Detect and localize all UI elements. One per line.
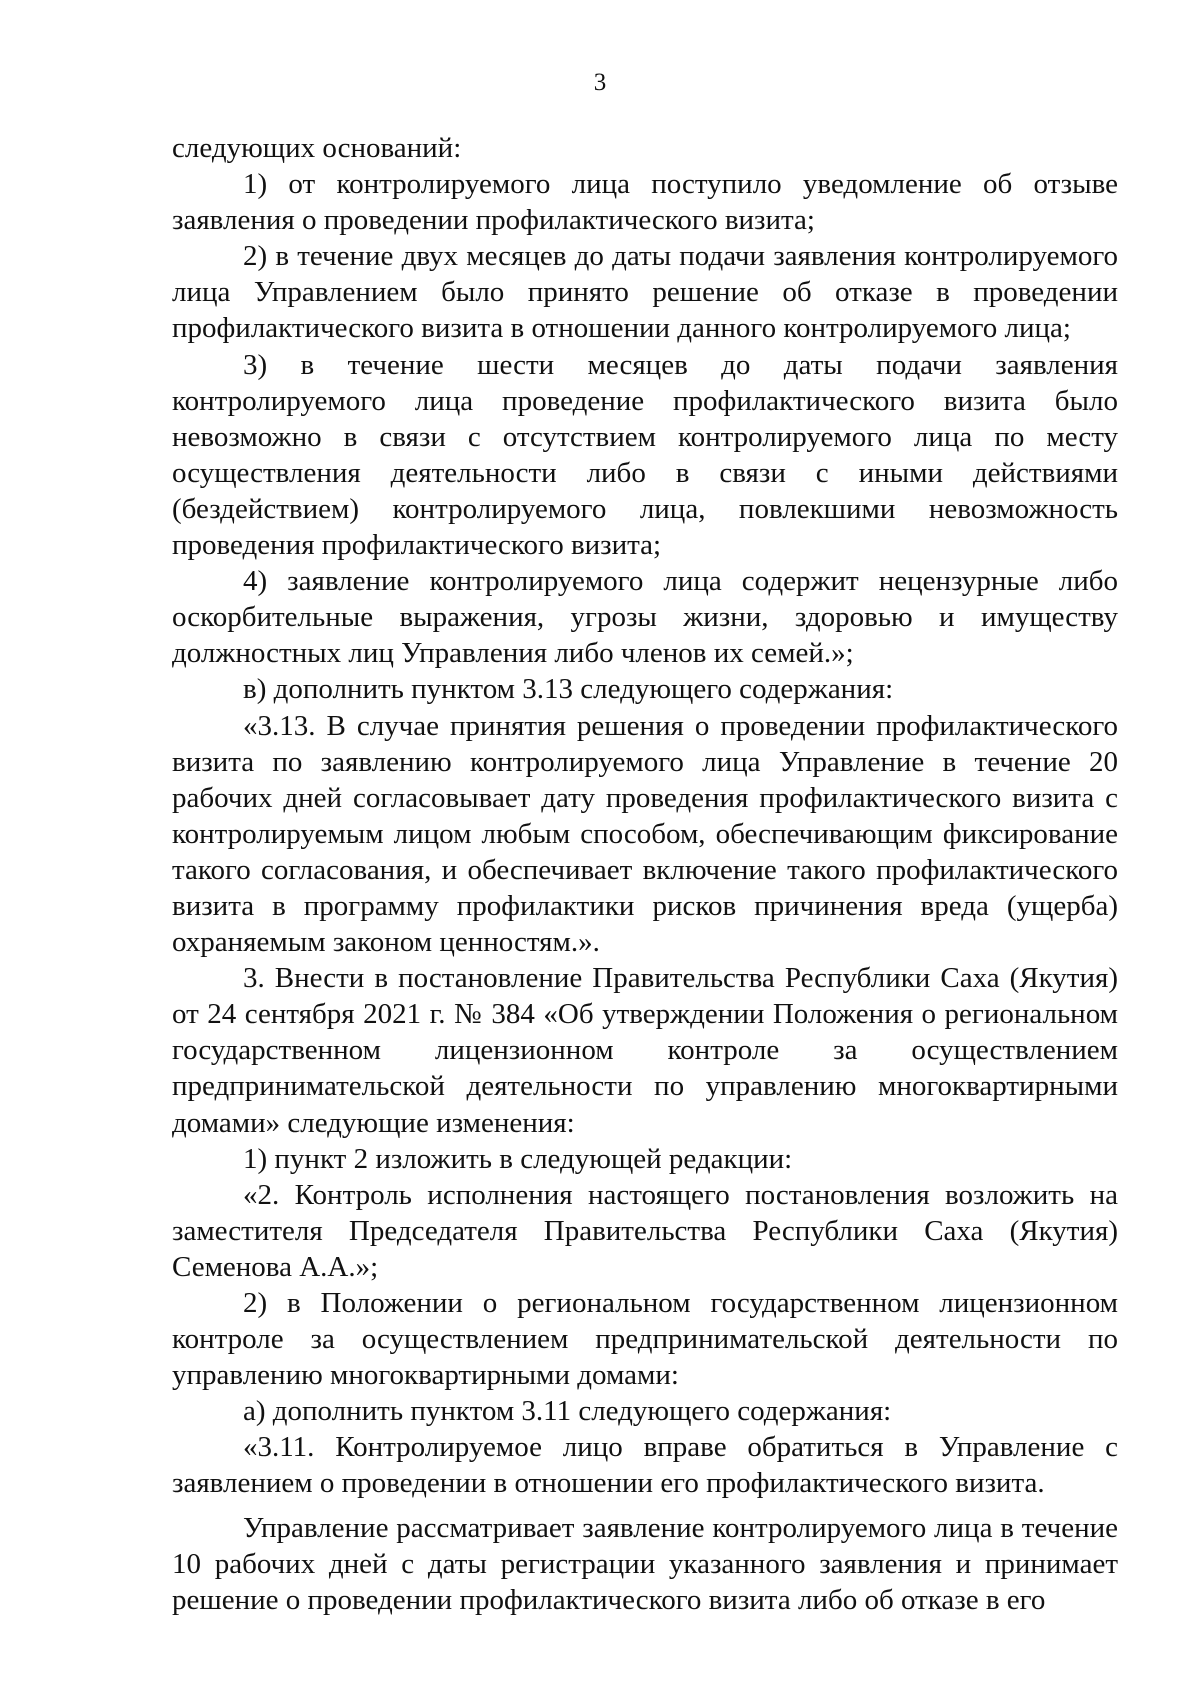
paragraph: 3) в течение шести месяцев до даты подачи заявления контролируемого лица проведение профилактического визита было невозможно в связи с отсутствием контролируемого лица по месту осуществления деятельности либо в связи с иными действиями (бездействием) контролируемого лица, повлекшими невозможность проведения профилактического визита; <box>172 348 1118 562</box>
paragraph: «3.11. Контролируемое лицо вправе обратиться в Управление с заявлением о проведении в отношении его профилактического визита. <box>172 1431 1118 1500</box>
paragraph: 4) заявление контролируемого лица содержит нецензурные либо оскорбительные выражения, угрозы жизни, здоровью и имуществу должностных лиц Управления либо членов их семей.»; <box>172 565 1118 670</box>
paragraph: а) дополнить пунктом 3.11 следующего содержания: <box>243 1395 892 1428</box>
paragraph: 1) от контролируемого лица поступило уведомление об отзыве заявления о проведении профилактического визита; <box>172 168 1118 237</box>
paragraph: «3.13. В случае принятия решения о проведении профилактического визита по заявлению контролируемого лица Управление в течение 20 рабочих дней согласовывает дату проведения профилактического визита с контролируемым лицом любым способом, обеспечивающим фиксирование такого согласования, и обеспечивает включение такого профилактического визита в программу профилактики рисков причинения вреда (ущерба) охраняемым законом ценностям.». <box>172 709 1118 959</box>
paragraph: «2. Контроль исполнения настоящего постановления возложить на заместителя Председателя Правительства Республики Саха (Якутия) Семенова А.А.»; <box>172 1178 1118 1283</box>
document-body <box>172 130 1118 1618</box>
paragraph: следующих оснований: <box>172 132 462 164</box>
page-number: 3 <box>593 69 607 96</box>
paragraph: 1) пункт 2 изложить в следующей редакции: <box>243 1142 793 1175</box>
paragraph: 2) в Положении о региональном государственном лицензионном контроле за осуществлением предпринимательской деятельности по управлению многоквартирными домами: <box>172 1287 1118 1392</box>
paragraph: 3. Внести в постановление Правительства Республики Саха (Якутия) от 24 сентября 2021 г. № 384 «Об утверждении Положения о региональном государственном лицензионном контроле за осуществлением предпринимательской деятельности по управлению многоквартирными домами» следующие изменения: <box>172 962 1118 1139</box>
paragraph: 2) в течение двух месяцев до даты подачи заявления контролируемого лица Управлением было принято решение об отказе в проведении профилактического визита в отношении данного контролируемого лица; <box>172 240 1118 345</box>
paragraph: Управление рассматривает заявление контролируемого лица в течение 10 рабочих дней с даты регистрации указанного заявления и принимает решение о проведении профилактического визита либо об отказе в его <box>172 1511 1118 1616</box>
paragraph: в) дополнить пунктом 3.13 следующего содержания: <box>243 673 894 706</box>
